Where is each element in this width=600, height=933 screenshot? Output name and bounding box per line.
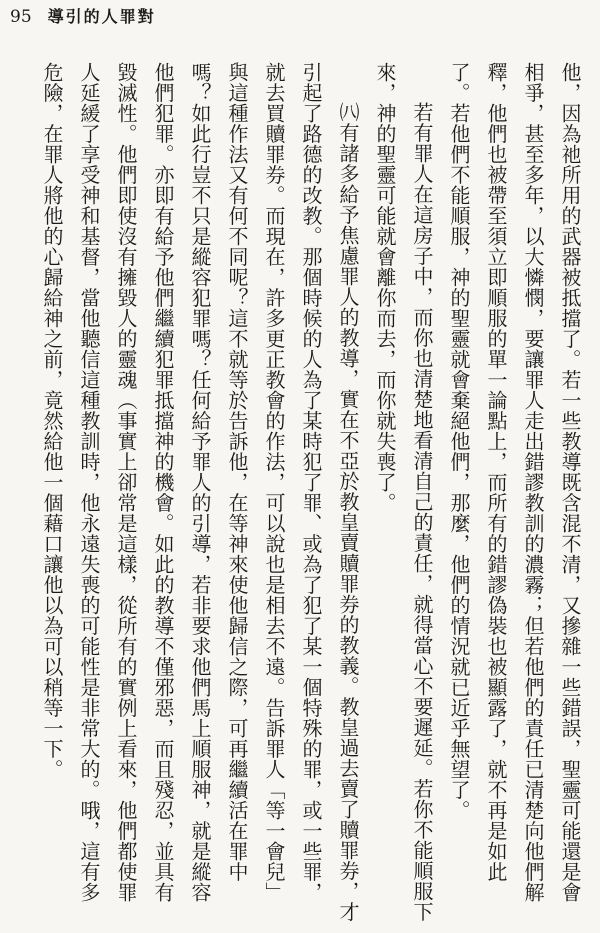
vertical-body-text <box>8 62 588 922</box>
page-header <box>10 4 156 27</box>
paragraph-3: ㈧有諸多給予焦慮罪人的教導，實在不亞於教皇賣贖罪券的教義。教皇過去賣了贖罪券，才引起了路德的改教。那個時候的人為了某時犯了罪、或為了犯了某一個特殊的罪，或一些罪，就去買贖罪券。而現在，許多更正教會的作法，可以說也是相去不遠。告訴罪人「等一會兒」與這種作法又有何不同呢？這不就等於告訴他，在等神來使他歸信之際，可再繼續活在罪中嗎？如此行豈不只是縱容犯罪嗎？任何給予罪人的引導，若非要求他們馬上順服神，就是縱容他們犯罪。亦即有給予他們繼續犯罪抵擋神的機會。如此的教導不僅邪惡，而且殘忍，並具有毀滅性。他們即使沒有擁毀人的靈魂（事實上卻常是這樣，從所有的實例上看來，他們都使罪人延緩了享受神和基督，當他聽信這種教訓時，他永遠失喪的可能性是非常大的。哦，這有多危險，在罪人將他的心歸給神之前，竟然給他一個藉口讓他以為可以稍等一下。 <box>40 62 360 922</box>
paragraph-1: 他，因為祂所用的武器被抵擋了。若一些教導既含混不清，又摻雜一些錯誤，聖靈可能還是會相爭，甚至多年，以大憐憫，要讓罪人走出錯謬教訓的濃霧；但若他們的責任已清楚向他們解釋，他們也被帶至須立即順服的單一論點上，而所有的錯謬偽裝也被顯露了，就不再是如此了。若他們不能順服，神的聖靈就會棄絕他們，那麼，他們的情況就已近乎無望了。 <box>447 62 582 903</box>
running-head: 導引的人罪對 <box>47 7 156 26</box>
page-number: 95 <box>10 7 32 27</box>
paragraph-2: 若有罪人在這房子中，而你也清楚地看清自己的責任，就得當心不要遲延。若你不能順服下來，神的聖靈可能就會離你而去，而你就失喪了。 <box>373 62 434 922</box>
